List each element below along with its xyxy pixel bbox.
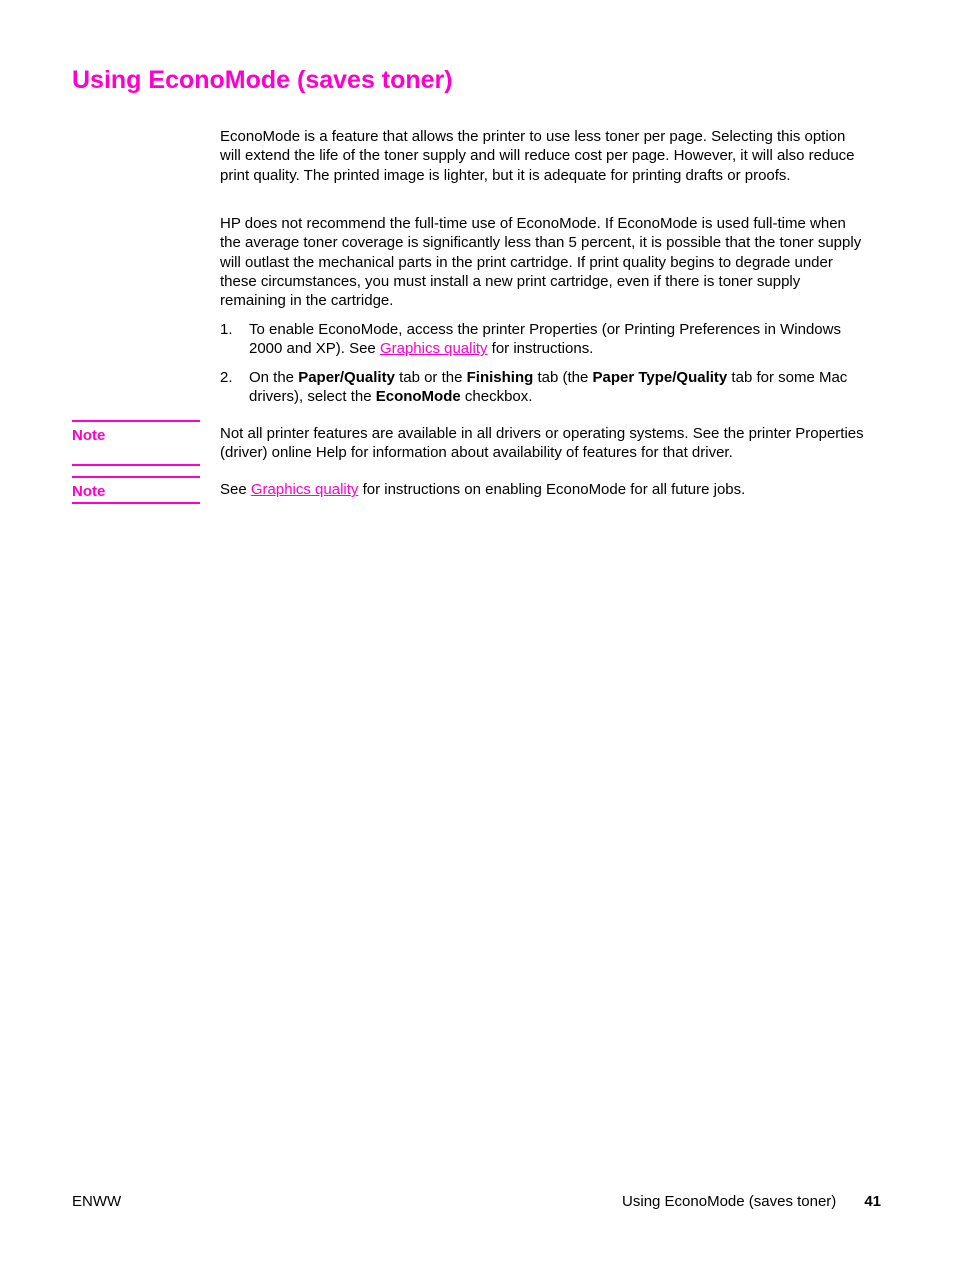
bold-term: Paper/Quality [298, 369, 395, 386]
step-text-segment: tab for some Mac drivers), select the [249, 369, 848, 406]
footer-section-title: Using EconoMode (saves toner) [622, 1193, 837, 1210]
page-title: Using EconoMode (saves toner) [72, 66, 453, 94]
graphics-quality-link[interactable]: Graphics quality [250, 481, 359, 498]
note-text: Not all printer features are available in all drivers or operating systems. See the printer Properties (driver) online Help for information about availability of features for that driver. [220, 425, 864, 462]
step-text-segment: for instructions. [487, 340, 594, 358]
bold-term: Paper Type/Quality [592, 369, 728, 386]
note-text-segment: for instructions on enabling EconoMode for all future jobs. [358, 481, 746, 498]
note-label-box [72, 476, 200, 504]
note-label-box [72, 420, 200, 466]
footer-doc-id: ENWW [72, 1193, 122, 1210]
step-text [249, 368, 870, 407]
step-text [249, 320, 870, 359]
note-text-segment: See [220, 481, 251, 498]
note-text [220, 480, 870, 499]
step-text-segment: On the [249, 369, 299, 386]
note-label: Note [72, 427, 106, 444]
footer-section [622, 1192, 881, 1211]
step-number: 1. [220, 321, 233, 338]
page-number: 41 [864, 1193, 881, 1210]
step-text-segment: To enable EconoMode, access the printer Properties (or Printing Preferences in Windows 2000 and XP). See [249, 321, 841, 358]
paragraph-intro: EconoMode is a feature that allows the printer to use less toner per page. Selecting this option will extend the life of the toner supply and will reduce cost per page. However, it will also reduce print quality. The printed image is lighter, but it is adequate for printing drafts or proofs. [220, 128, 855, 184]
paragraph-recommendation: HP does not recommend the full-time use of EconoMode. If EconoMode is used full-time when the average toner coverage is significantly less than 5 percent, it is possible that the toner supply will outlast the mechanical parts in the print cartridge. If print quality begins to degrade under these circumstances, you must install a new print cartridge, even if there is toner supply remaining in the cartridge. [220, 215, 862, 310]
note-label: Note [72, 483, 106, 500]
graphics-quality-link[interactable]: Graphics quality [379, 340, 488, 358]
bold-term: Finishing [466, 369, 534, 386]
step-number: 2. [220, 369, 233, 386]
step-text-segment: checkbox. [460, 388, 533, 406]
bold-term: EconoMode [375, 388, 461, 406]
step-text-segment: tab or the [394, 369, 467, 386]
step-text-segment: tab (the [533, 369, 593, 386]
